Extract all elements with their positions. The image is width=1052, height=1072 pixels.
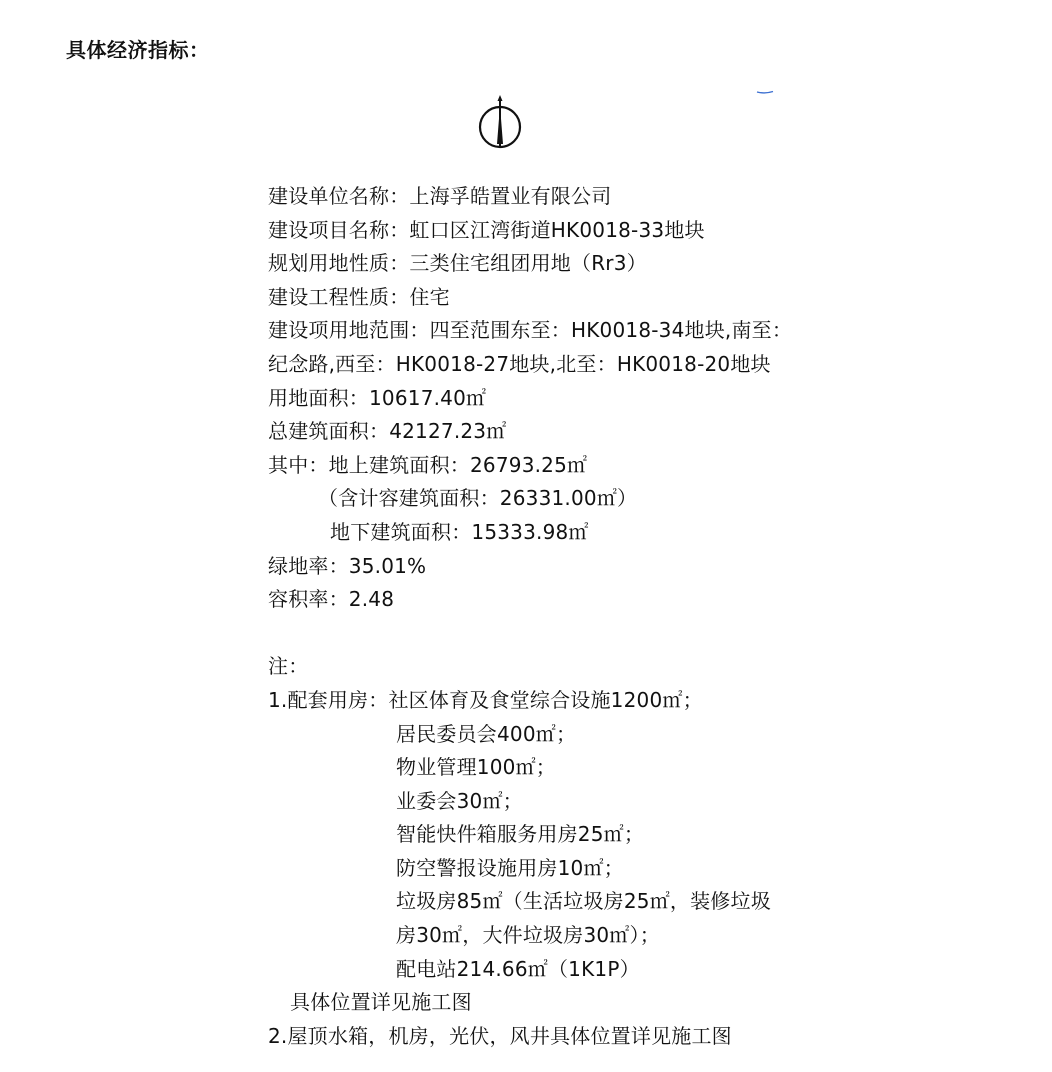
blue-mark-icon (756, 90, 774, 94)
note-2: 2.屋顶水箱，机房，光伏，风井具体位置详见施工图 (268, 1023, 732, 1048)
notes-label: 注： (268, 654, 309, 679)
note-1-item: 垃圾房85㎡（生活垃圾房25㎡，装修垃圾 (396, 889, 771, 914)
note-1-item: 居民委员会400㎡； (396, 721, 577, 746)
total-area: 总建筑面积：42127.23㎡ (268, 419, 507, 444)
above-ground-area: 其中：地上建筑面积：26793.25㎡ (268, 452, 588, 477)
note-1-head: 1.配套用房：社区体育及食堂综合设施1200㎡； (268, 687, 703, 712)
note-1-item: 业委会30㎡； (396, 788, 523, 813)
north-arrow-icon (476, 92, 524, 152)
note-1-item: 房30㎡，大件垃圾房30㎡）； (396, 923, 660, 948)
green-rate: 绿地率：35.01% (268, 553, 427, 578)
unit-name: 建设单位名称：上海孚皓置业有限公司 (268, 184, 612, 208)
floor-area-ratio: 容积率：2.48 (268, 587, 395, 612)
note-1-item: 防空警报设施用房10㎡； (396, 855, 624, 880)
land-area: 用地面积：10617.40㎡ (268, 385, 487, 410)
project-name: 建设项目名称：虹口区江湾街道HK0018-33地块 (268, 217, 705, 242)
land-nature: 规划用地性质：三类住宅组团用地（Rr3） (268, 251, 647, 276)
note-1-item: 配电站214.66㎡（1K1P） (396, 956, 640, 981)
far-area: （含计容建筑面积：26331.00㎡） (318, 486, 638, 511)
note-1-tail: 具体位置详见施工图 (290, 990, 472, 1015)
boundary-line-2: 纪念路,西至：HK0018-27地块,北至：HK0018-20地块 (268, 351, 771, 376)
page-heading: 具体经济指标： (66, 38, 210, 62)
project-nature: 建设工程性质：住宅 (268, 284, 450, 309)
economic-indicators (268, 180, 828, 1053)
boundary-line-1: 建设项用地范围：四至范围东至：HK0018-34地块,南至： (268, 318, 793, 343)
note-1-item: 物业管理100㎡； (396, 755, 556, 780)
spacer (268, 617, 828, 651)
note-1-item: 智能快件箱服务用房25㎡； (396, 822, 645, 847)
underground-area: 地下建筑面积：15333.98㎡ (330, 519, 589, 544)
